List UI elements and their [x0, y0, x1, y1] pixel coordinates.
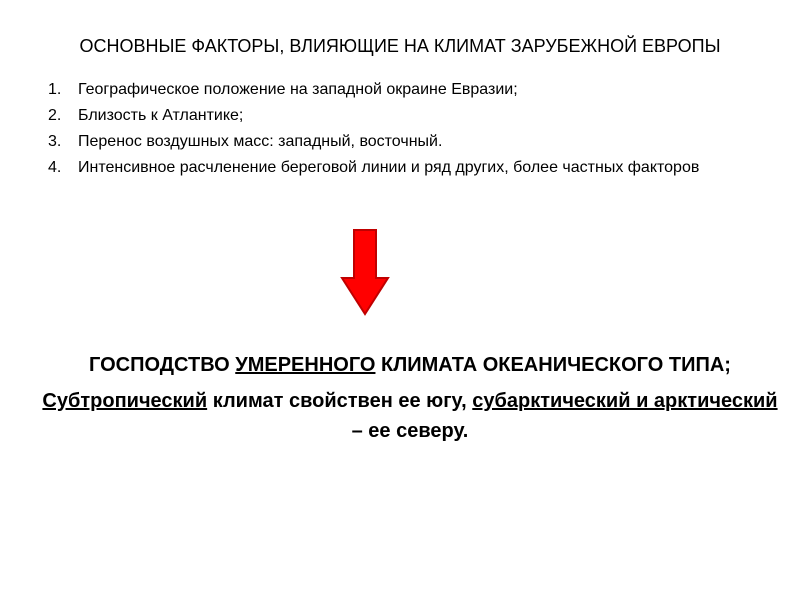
conclusion-heading-suffix: КЛИМАТА ОКЕАНИЧЕСКОГО ТИПА;	[375, 354, 731, 376]
list-item	[48, 130, 728, 154]
list-item-number: 2.	[48, 107, 62, 124]
conclusion-heading-underlined: УМЕРЕННОГО	[235, 354, 376, 376]
factors-list	[48, 78, 728, 182]
slide-title: ОСНОВНЫЕ ФАКТОРЫ, ВЛИЯЮЩИЕ НА КЛИМАТ ЗАРУБЕЖНОЙ ЕВРОПЫ	[79, 36, 721, 56]
conclusion-detail-text-south: климат свойствен ее югу,	[207, 390, 473, 412]
list-item	[48, 78, 728, 102]
list-item-text: Географическое положение на западной окраине Евразии;	[78, 81, 518, 98]
conclusion-heading-prefix: ГОСПОДСТВО	[89, 354, 236, 376]
list-item-text: Перенос воздушных масс: западный, восточный.	[78, 133, 443, 150]
list-item-text: Интенсивное расчленение береговой линии и ряд других, более частных факторов	[78, 159, 700, 176]
down-arrow-shape	[342, 230, 388, 314]
list-item-number: 3.	[48, 133, 62, 150]
down-arrow-icon	[340, 228, 390, 316]
conclusion-detail-text-north: – ее северу.	[351, 420, 469, 442]
list-item-text: Близость к Атлантике;	[78, 107, 244, 124]
list-item-number: 4.	[48, 159, 62, 176]
conclusion-block	[40, 350, 780, 446]
conclusion-heading	[40, 350, 780, 380]
list-item-number: 1.	[48, 81, 62, 98]
conclusion-detail	[40, 386, 780, 446]
list-item	[48, 104, 728, 128]
conclusion-detail-subarctic: субарктический и арктический	[472, 390, 778, 412]
conclusion-detail-subtropical: Субтропический	[42, 390, 208, 412]
list-item	[48, 156, 728, 180]
